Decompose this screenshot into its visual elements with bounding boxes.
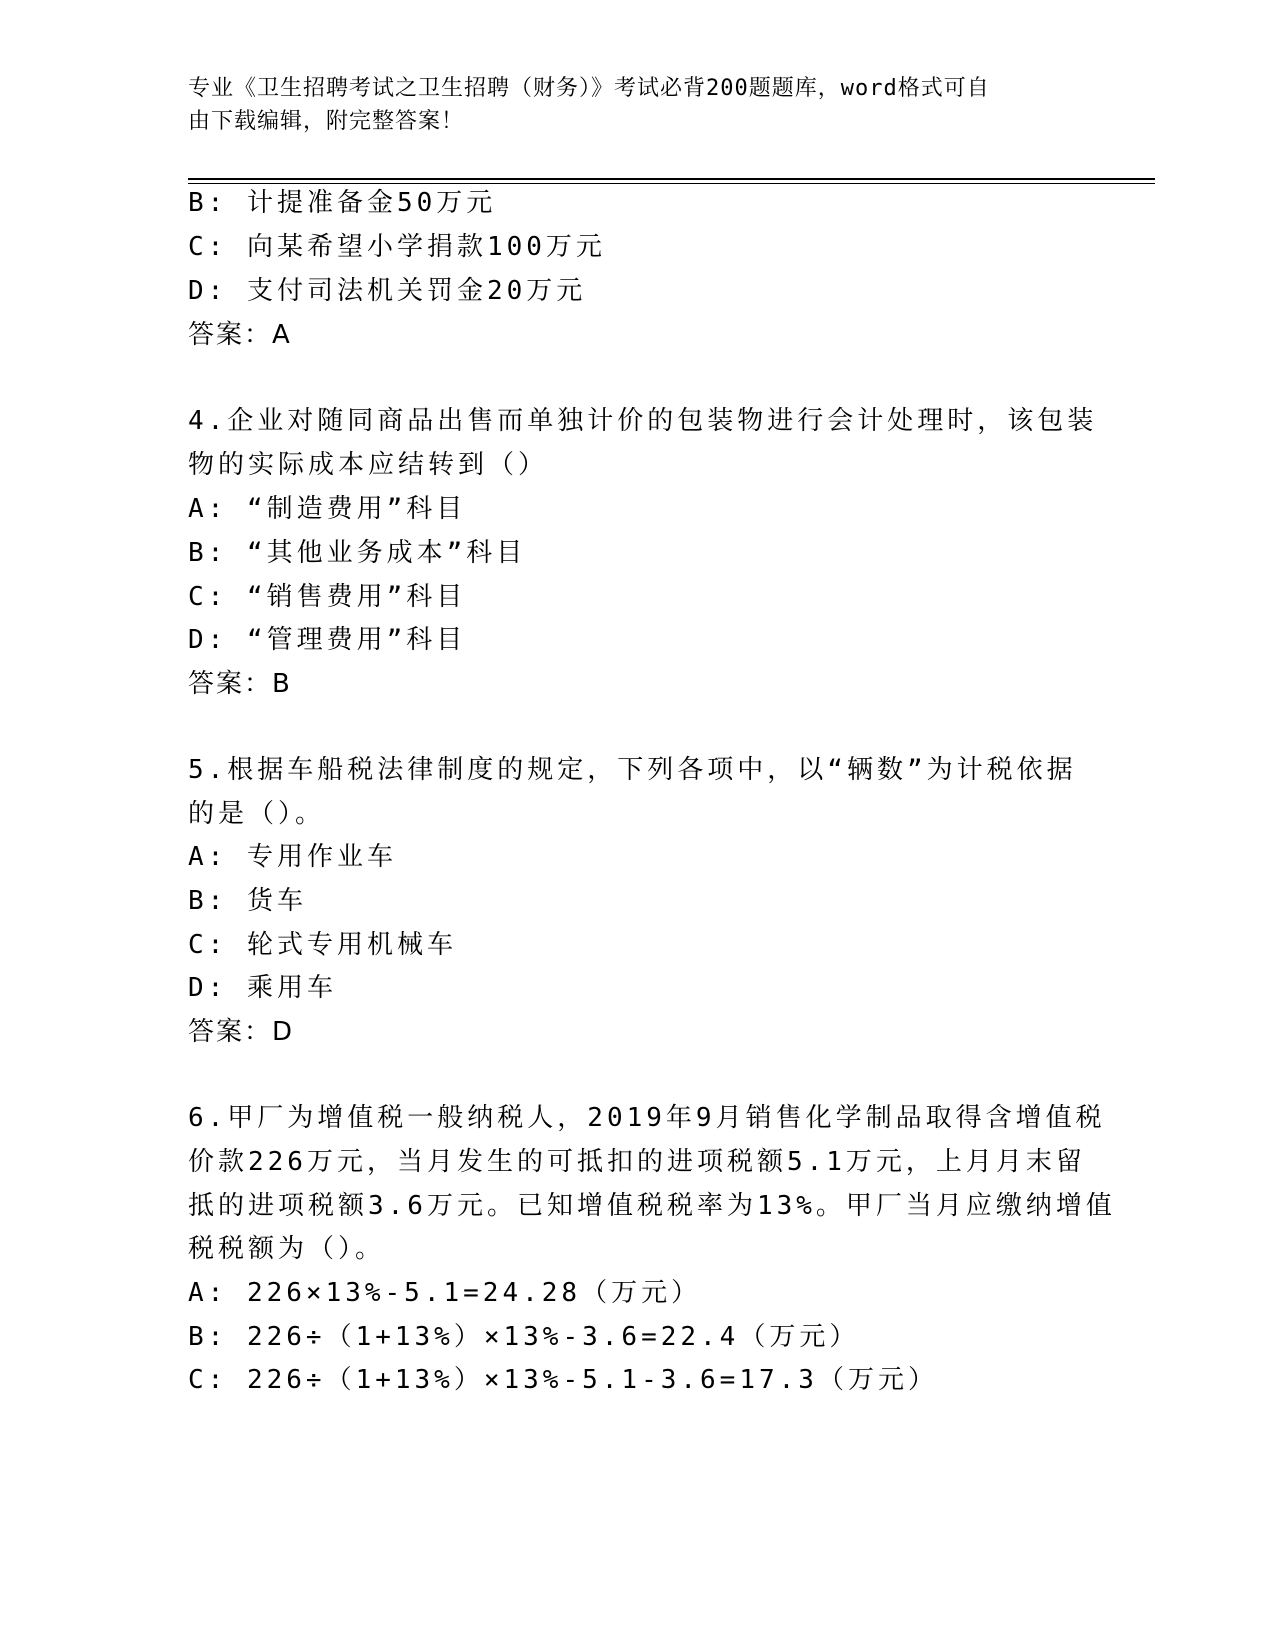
q4-option-c: C: “销售费用”科目 [188, 582, 467, 612]
header-divider-thick [188, 178, 1155, 180]
q5-option-a: A: 专用作业车 [188, 842, 397, 872]
q4-option-a: A: “制造费用”科目 [188, 494, 467, 524]
q4-stem-line-1: 4.企业对随同商品出售而单独计价的包装物进行会计处理时，该包装 [188, 406, 1098, 436]
q3-option-d: D: 支付司法机关罚金20万元 [188, 276, 587, 306]
document-header [188, 72, 1088, 138]
q3-option-c: C: 向某希望小学捐款100万元 [188, 232, 606, 262]
q4-answer: 答案：B [188, 669, 292, 699]
header-line-1: 专业《卫生招聘考试之卫生招聘（财务）》考试必背200题题库，word格式可自 [188, 76, 990, 101]
header-divider-thin [188, 183, 1155, 184]
q5-option-c: C: 轮式专用机械车 [188, 930, 457, 960]
q6-option-a: A: 226×13%-5.1=24.28（万元） [188, 1278, 702, 1308]
q6-stem-line-3: 抵的进项税额3.6万元。已知增值税税率为13%。甲厂当月应缴纳增值 [188, 1191, 1116, 1221]
q5-stem-line-1: 5.根据车船税法律制度的规定，下列各项中，以“辆数”为计税依据 [188, 755, 1077, 785]
q3-answer: 答案：A [188, 320, 292, 350]
q5-option-d: D: 乘用车 [188, 973, 337, 1003]
header-line-2: 由下载编辑，附完整答案！ [188, 109, 465, 134]
q4-option-b: B: “其他业务成本”科目 [188, 538, 527, 568]
q6-stem-line-1: 6.甲厂为增值税一般纳税人，2019年9月销售化学制品取得含增值税 [188, 1103, 1106, 1133]
q6-stem-line-4: 税税额为（）。 [188, 1234, 386, 1264]
q6-option-c: C: 226÷（1+13%）×13%-5.1-3.6=17.3（万元） [188, 1365, 938, 1395]
q4-option-d: D: “管理费用”科目 [188, 625, 467, 655]
q6-stem-line-2: 价款226万元，当月发生的可抵扣的进项税额5.1万元，上月月末留 [188, 1147, 1086, 1177]
q4-stem-line-2: 物的实际成本应结转到（） [188, 450, 549, 480]
q5-stem-line-2: 的是（）。 [188, 799, 326, 829]
q3-option-b: B: 计提准备金50万元 [188, 188, 497, 218]
q6-option-b: B: 226÷（1+13%）×13%-3.6=22.4（万元） [188, 1322, 860, 1352]
q5-answer: 答案：D [188, 1017, 295, 1047]
q5-option-b: B: 货车 [188, 886, 307, 916]
